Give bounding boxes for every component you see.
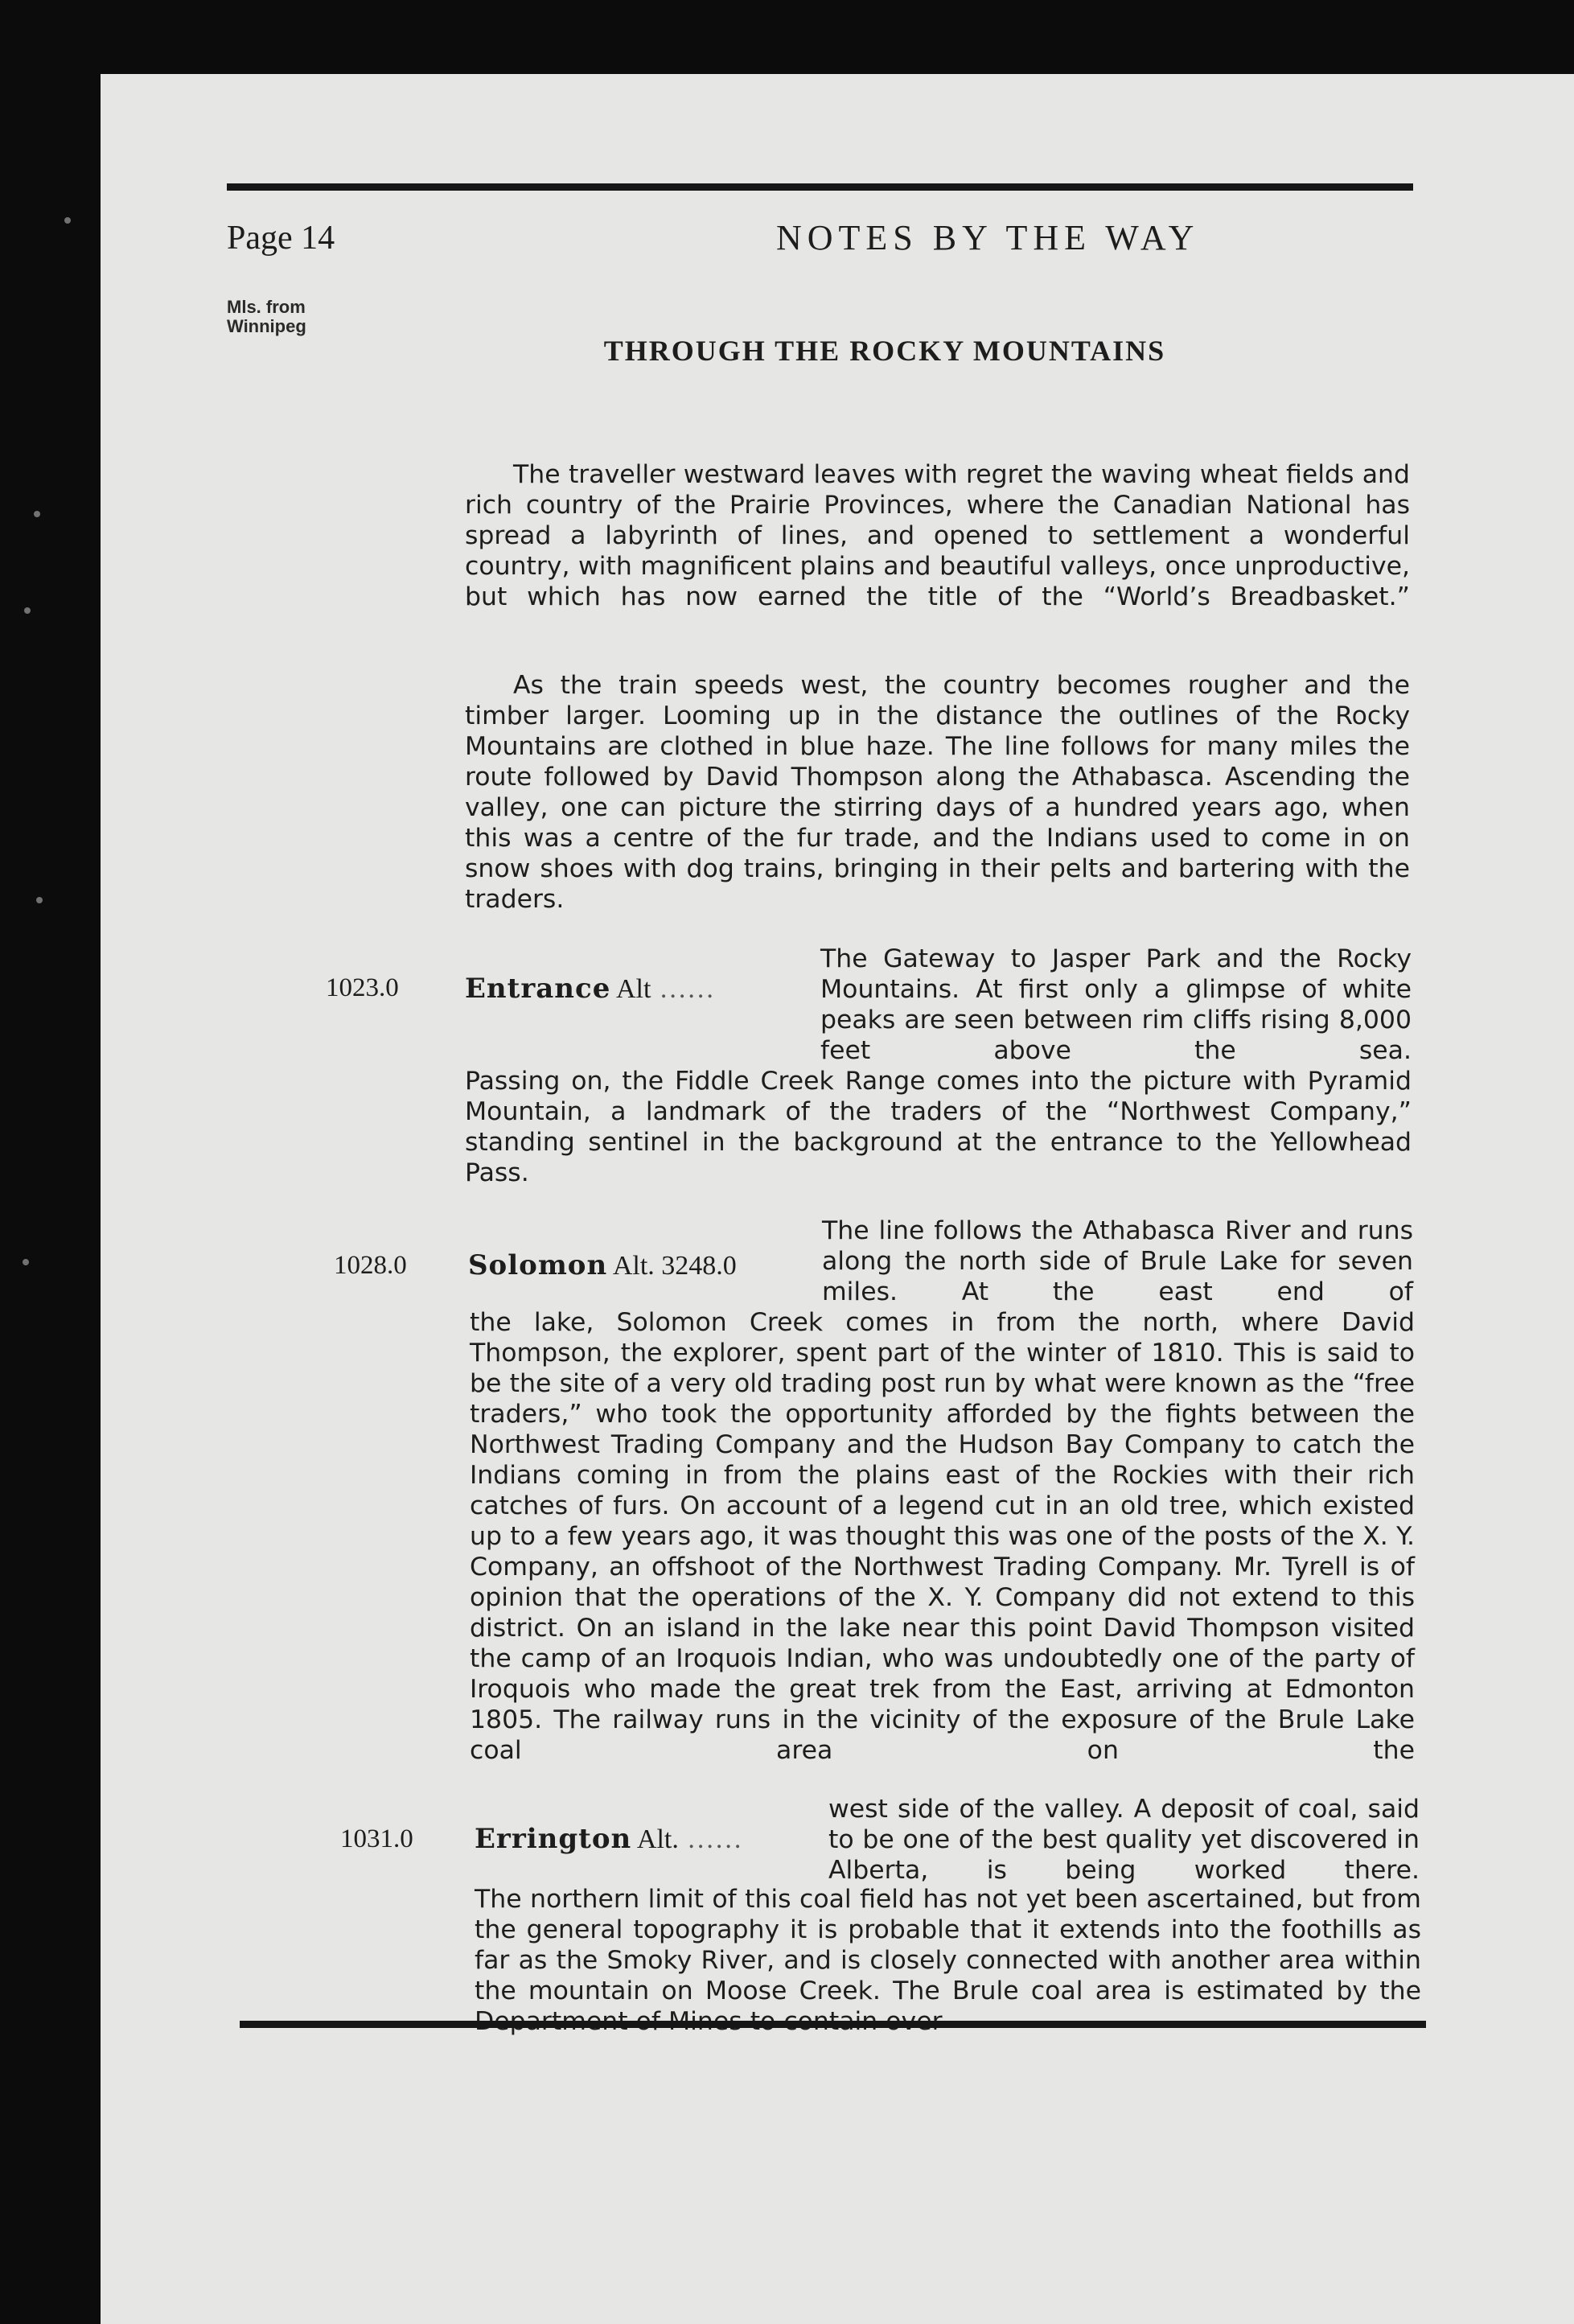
leader-dots: ...... bbox=[678, 1824, 744, 1854]
station-errington bbox=[475, 1823, 743, 1855]
margin-label-line2: Winnipeg bbox=[227, 316, 306, 336]
top-rule bbox=[227, 183, 1413, 191]
station-alt: Alt. 3248.0 bbox=[612, 1251, 737, 1281]
station-solomon bbox=[468, 1249, 737, 1281]
bottom-rule bbox=[240, 2021, 1426, 2028]
scan-speck bbox=[23, 1259, 29, 1265]
station-name: Errington bbox=[475, 1823, 632, 1855]
entrance-side-text: The Gateway to Jasper Park and the Rocky Mountains. At first only a glimpse of white peaks are seen between rim cliffs rising 8,000 feet above the sea. bbox=[820, 944, 1412, 1065]
section-title: THROUGH THE ROCKY MOUNTAINS bbox=[603, 335, 1166, 367]
mileage-entrance: 1023.0 bbox=[326, 973, 399, 1002]
station-name: Solomon bbox=[468, 1249, 608, 1281]
scan-speck bbox=[36, 897, 43, 903]
mileage-errington: 1031.0 bbox=[340, 1824, 413, 1853]
solomon-body-text: the lake, Solomon Creek comes in from the north, where David Thompson, the explorer, spent part of the winter of 1810. This is said to be the site of a very old trading post run by what were known as the “free traders,” who took the opportunity afforded by the fights between the Northwest Trading Company and the Hudson Bay Company to catch the Indians coming in from the plains east of the Rockies with their rich catches of furs. On account of a legend cut in an old tree, which existed up to a few years ago, it was thought this was one of the posts of the X. Y. Company, an offshoot of the Northwest Trading Company. Mr. Tyrell is of opinion that the operations of the X. Y. Company did not extend to this district. On an island in the lake near this point David Thompson visited the camp of an Iroquois Indian, who was undoubtedly one of the party of Iroquois who made the great trek from the East, arriving at Edmonton 1805. The railway runs in the vicinity of the exposure of the Brule Lake coal area on the bbox=[470, 1308, 1415, 1765]
margin-label-line1: Mls. from bbox=[227, 297, 306, 317]
scan-speck bbox=[24, 607, 31, 614]
station-name: Entrance bbox=[465, 973, 611, 1005]
errington-body-text: The northern limit of this coal field has not yet been ascertained, but from the general topography it is probable that it extends into the foothills as far as the Smoky River, and is closely connected with another area within the mountain on Moose Creek. The Brule coal area is estimated by the bbox=[475, 1885, 1421, 2005]
running-title: NOTES BY THE WAY bbox=[776, 218, 1200, 257]
intro-paragraph-2: As the train speeds west, the country becomes rougher and the timber larger. Looming up in the distance the outlines of the Rocky Mountains are clothed in blue haze. The line follows for many miles the route followed by David Thompson along the Athabasca. Ascending the valley, one can picture the stirring days of a hundred years ago, when this was a centre of the fur trade, and the Indians used to come in on snow shoes with dog trains, bringing in their pelts and bartering with the traders. bbox=[465, 671, 1410, 914]
page-number: Page 14 bbox=[227, 220, 335, 257]
entrance-body-text: Passing on, the Fiddle Creek Range comes into the picture with Pyramid Mountain, a landmark of the traders of the “Northwest Company,” standing sentinel in the background at the entrance to the Yellowhead Pass. bbox=[465, 1067, 1412, 1187]
intro-paragraph-1: The traveller westward leaves with regret the waving wheat fields and rich country of the Prairie Provinces, where the Canadian National has spread a labyrinth of lines, and opened to settlement a wonderful country, with magnificent plains and beautiful valleys, once unproductive, but which has now earned the title of the “World’s Breadbasket.” bbox=[465, 460, 1410, 611]
scan-speck bbox=[34, 511, 40, 517]
margin-label bbox=[227, 298, 306, 336]
solomon-side-text: The line follows the Athabasca River and runs along the north side of Brule Lake for seven miles. At the east end of bbox=[822, 1216, 1413, 1306]
station-alt: Alt bbox=[615, 974, 651, 1004]
scan-speck bbox=[64, 217, 71, 224]
mileage-solomon: 1028.0 bbox=[334, 1251, 407, 1280]
errington-side-text: west side of the valley. A deposit of coal, said to be one of the best quality yet discovered in Alberta, is being worked there. bbox=[828, 1795, 1420, 1885]
station-alt: Alt. bbox=[636, 1824, 679, 1854]
station-entrance bbox=[465, 973, 716, 1005]
leader-dots: ...... bbox=[651, 974, 716, 1004]
